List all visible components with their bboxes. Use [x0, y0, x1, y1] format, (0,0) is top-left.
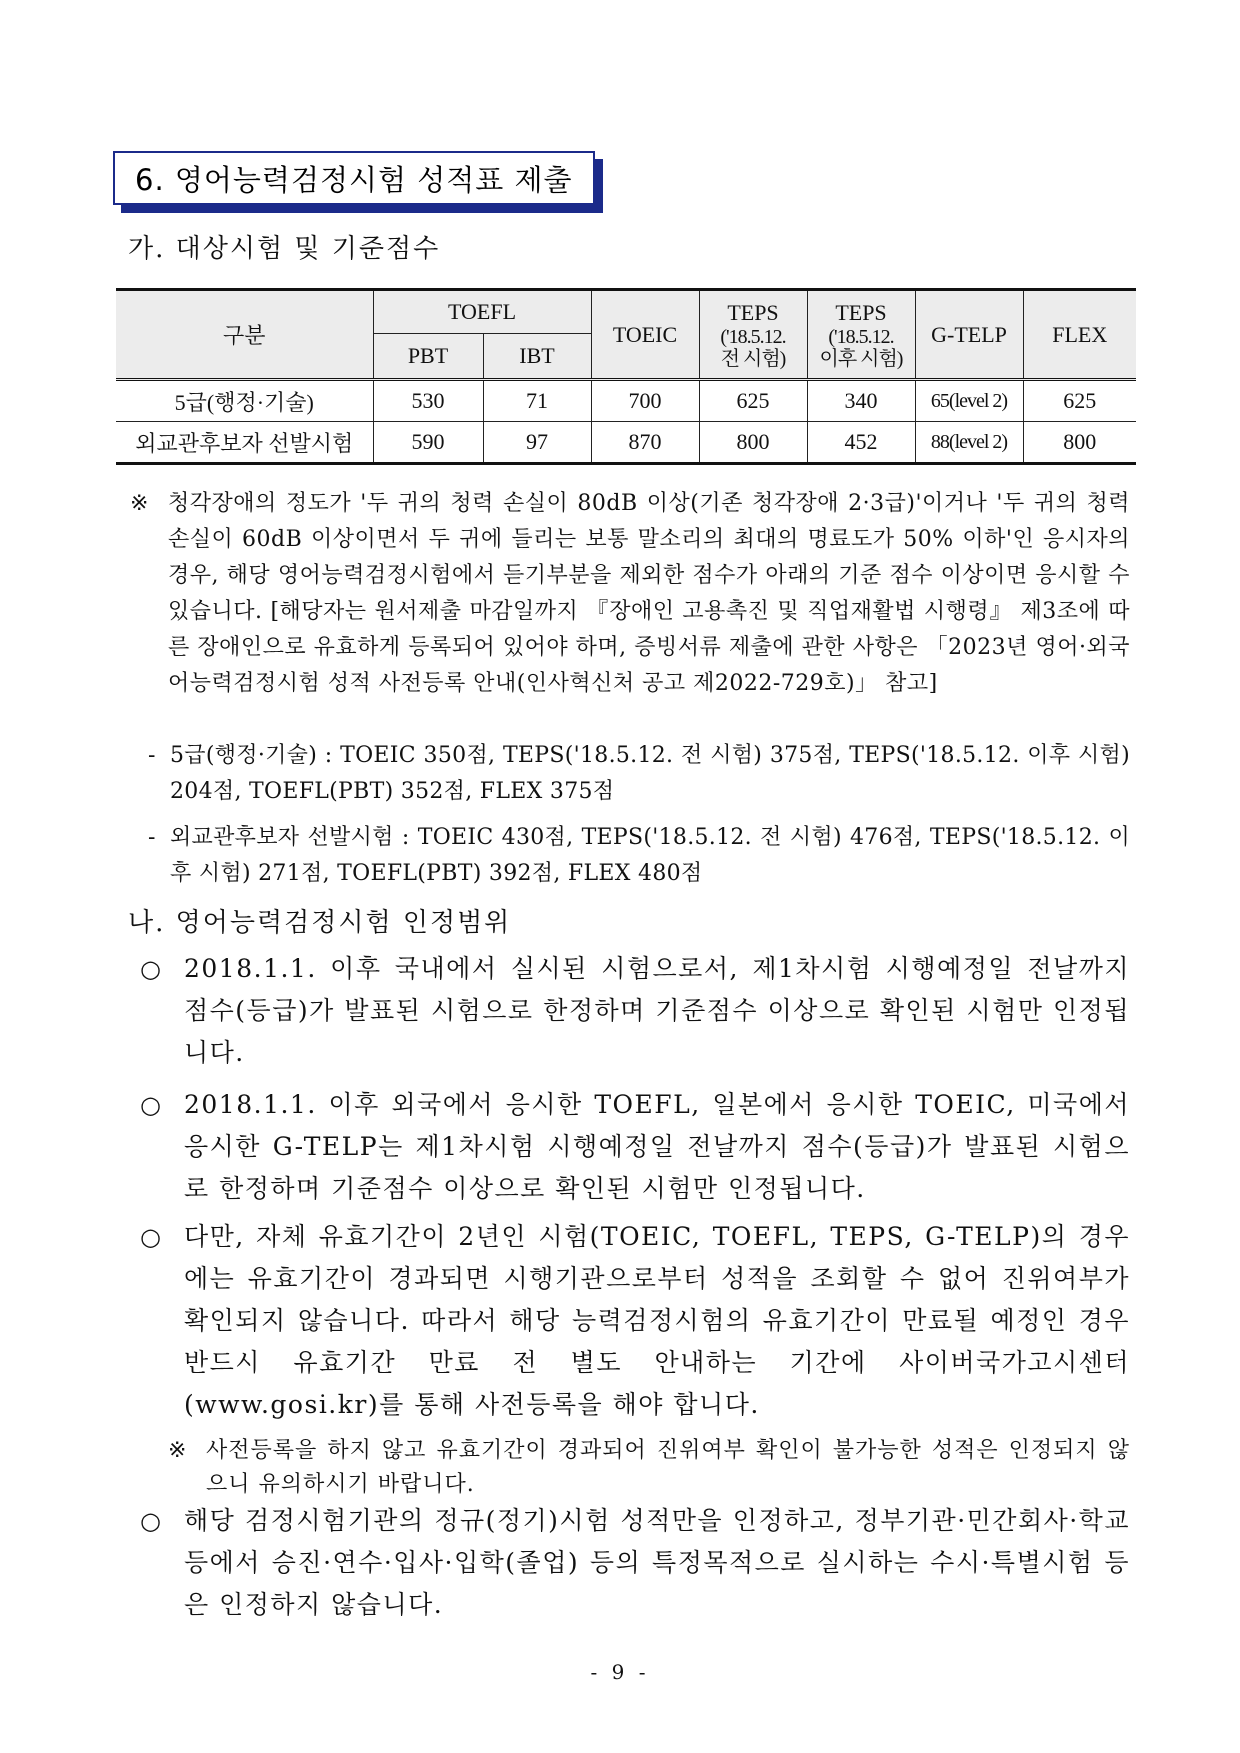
header-teps-after — [807, 290, 915, 380]
cell-toeic: 700 — [591, 380, 699, 422]
cell-ibt: 97 — [483, 422, 591, 464]
scope-item — [140, 948, 1130, 1074]
scope-item-text: 2018.1.1. 이후 국내에서 실시된 시험으로서, 제1차시험 시행예정일 전날까지 점수(등급)가 발표된 시험으로 한정하며 기준점수 이상으로 확인된 시험만 인정됩니다. — [184, 954, 1130, 1067]
page-number: - 9 - — [590, 1660, 650, 1684]
header-ibt: IBT — [483, 334, 591, 380]
reference-mark-icon: ※ — [130, 491, 149, 516]
scope-item-text: 다만, 자체 유효기간이 2년인 시험(TOEIC, TOEFL, TEPS, G-TELP)의 경우에는 유효기간이 경과되면 시행기관으로부터 성적을 조회할 수 없어 진위여부가 확인되지 않습니다. 따라서 해당 능력검정시험의 유효기간이 만료될 예정인 경우 반드시 유효기간 만료 전 별도 안내하는 기간에 사이버국가고시센터(www.gosi.kr)를 통해 사전등록을 해야 합니다. — [184, 1222, 1130, 1419]
scope-subnote-text: 사전등록을 하지 않고 유효기간이 경과되어 진위여부 확인이 불가능한 성적은 인정되지 않으니 유의하시기 바랍니다. — [206, 1438, 1130, 1497]
scope-item-last — [140, 1500, 1130, 1626]
hearing-item — [148, 738, 1130, 810]
scope-item-text: 2018.1.1. 이후 외국에서 응시한 TOEFL, 일본에서 응시한 TOEIC, 미국에서 응시한 G-TELP는 제1차시험 시행예정일 전날까지 점수(등급)가 발표된 시험으로 한정하며 기준점수 이상으로 확인된 시험만 인정됩니다. — [184, 1090, 1130, 1203]
cell-teps-after: 340 — [807, 380, 915, 422]
cell-gtelp: 88(level 2) — [915, 422, 1023, 464]
cell-gtelp: 65(level 2) — [915, 380, 1023, 422]
hearing-item-text: 외교관후보자 선발시험 : TOEIC 430점, TEPS('18.5.12. 전 시험) 476점, TEPS('18.5.12. 이후 시험) 271점, TOEFL(PBT) 392점, FLEX 480점 — [170, 825, 1130, 886]
dash-icon: - — [148, 743, 156, 768]
section-title: 6. 영어능력검정시험 성적표 제출 — [135, 162, 573, 197]
teps-after-note: 이후 시험) — [819, 347, 903, 370]
header-gtelp: G-TELP — [915, 290, 1023, 380]
header-flex: FLEX — [1023, 290, 1136, 380]
section-title-box — [113, 151, 595, 205]
circle-bullet-icon: ○ — [140, 955, 163, 983]
header-toefl: TOEFL — [373, 290, 591, 334]
table-row — [116, 380, 1136, 422]
reference-mark-icon: ※ — [168, 1438, 188, 1463]
circle-bullet-icon: ○ — [140, 1223, 163, 1251]
hearing-note-text: 청각장애의 정도가 '두 귀의 청력 손실이 80dB 이상(기존 청각장애 2·3급)'이거나 '두 귀의 청력 손실이 60dB 이상이면서 두 귀에 들리는 보통 말소리의 최대의 명료도가 50% 이하'인 응시자의 경우, 해당 영어능력검정시험에서 듣기부분을 제외한 점수가 아래의 기준 점수 이상이면 응시할 수 있습니다. [해당자는 원서제출 마감일까지 『장애인 고용촉진 및 직업재활법 시행령』 제3조에 따른 장애인으로 유효하게 등록되어 있어야 하며, 증빙서류 제출에 관한 사항은 「2023년 영어·외국어능력검정시험 성적 사전등록 안내(인사혁신처 공고 제2022-729호)」 참고] — [168, 491, 1130, 696]
hearing-note — [130, 486, 1130, 702]
teps-before-name: TEPS — [727, 299, 779, 325]
scope-item — [140, 1216, 1130, 1426]
cell-ibt: 71 — [483, 380, 591, 422]
cell-teps-before: 800 — [699, 422, 807, 464]
hearing-item — [148, 820, 1130, 892]
header-teps-before — [699, 290, 807, 380]
scope-subnote — [168, 1434, 1130, 1502]
scope-item — [140, 1084, 1130, 1210]
dash-icon: - — [148, 825, 156, 850]
scope-last-text: 해당 검정시험기관의 정규(정기)시험 성적만을 인정하고, 정부기관·민간회사·학교 등에서 승진·연수·입사·입학(졸업) 등의 특정목적으로 실시하는 수시·특별시험 등은 인정하지 않습니다. — [184, 1506, 1130, 1619]
circle-bullet-icon: ○ — [140, 1507, 163, 1535]
teps-before-date: ('18.5.12. — [720, 325, 786, 348]
cell-pbt: 590 — [373, 422, 483, 464]
subsection-a-title: 가. 대상시험 및 기준점수 — [128, 234, 441, 264]
cell-teps-after: 452 — [807, 422, 915, 464]
header-pbt: PBT — [373, 334, 483, 380]
cell-flex: 800 — [1023, 422, 1136, 464]
header-category: 구분 — [116, 290, 373, 380]
teps-before-note: 전 시험) — [720, 347, 786, 370]
score-table — [116, 288, 1136, 465]
cell-flex: 625 — [1023, 380, 1136, 422]
circle-bullet-icon: ○ — [140, 1091, 163, 1119]
cell-teps-before: 625 — [699, 380, 807, 422]
table-row — [116, 422, 1136, 464]
row-label: 외교관후보자 선발시험 — [116, 422, 373, 464]
row-label: 5급(행정·기술) — [116, 380, 373, 422]
teps-after-date: ('18.5.12. — [828, 325, 894, 348]
cell-pbt: 530 — [373, 380, 483, 422]
header-toeic: TOEIC — [591, 290, 699, 380]
hearing-item-text: 5급(행정·기술) : TOEIC 350점, TEPS('18.5.12. 전 시험) 375점, TEPS('18.5.12. 이후 시험) 204점, TOEFL(PBT) 352점, FLEX 375점 — [170, 743, 1130, 804]
teps-after-name: TEPS — [835, 299, 887, 325]
cell-toeic: 870 — [591, 422, 699, 464]
subsection-b-title: 나. 영어능력검정시험 인정범위 — [128, 908, 512, 938]
